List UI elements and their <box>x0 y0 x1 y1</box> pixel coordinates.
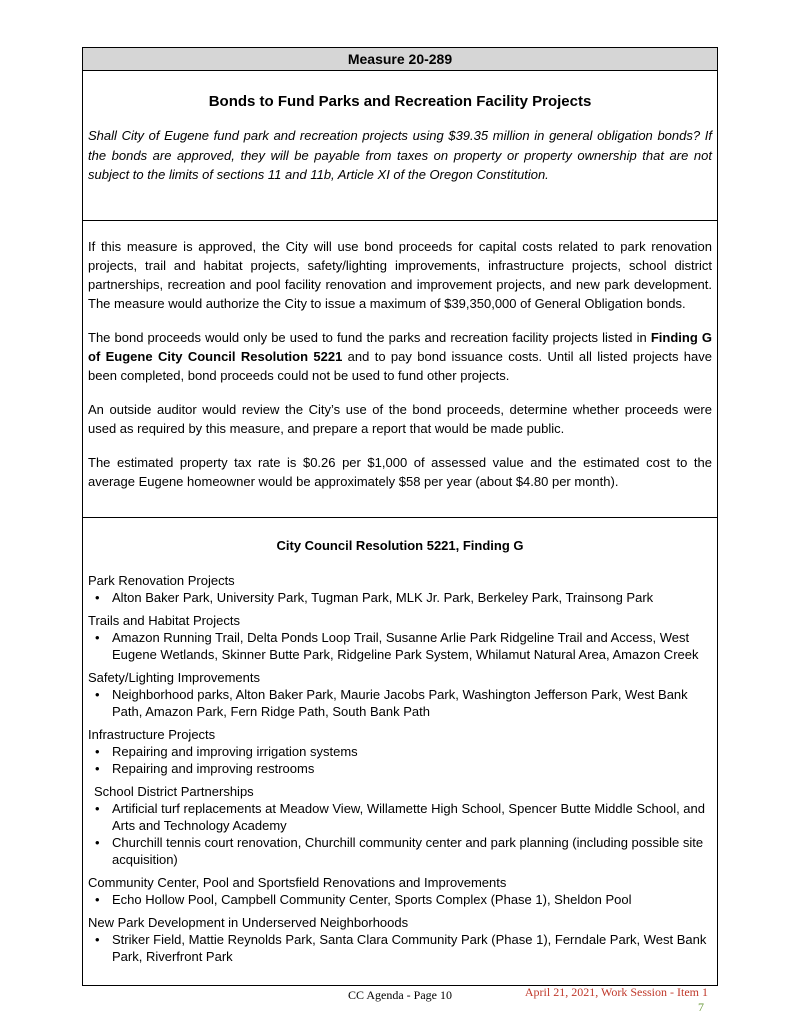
project-group <box>88 669 712 720</box>
project-list-item: • Churchill tennis court renovation, Churchill community center and park planning (including possible site acquisition) <box>88 834 712 868</box>
ballot-title: Bonds to Fund Parks and Recreation Facility Projects <box>208 93 592 110</box>
resolution-section <box>83 518 717 965</box>
project-list <box>88 686 712 720</box>
project-list-item: • Echo Hollow Pool, Campbell Community Center, Sports Complex (Phase 1), Sheldon Pool <box>88 891 712 908</box>
project-list <box>88 800 712 868</box>
project-group-title: Infrastructure Projects <box>88 727 216 742</box>
project-group <box>88 914 712 965</box>
measure-document <box>82 47 718 986</box>
project-list-item: • Amazon Running Trail, Delta Ponds Loop Trail, Susanne Arlie Park Ridgeline Trail and Access, West Eugene Wetlands, Skinner Butte Park, Ridgeline Park System, Whilamut Natural Area, Amazon Creek <box>88 629 712 663</box>
project-list-item: • Repairing and improving restrooms <box>88 760 712 777</box>
project-group <box>88 874 712 908</box>
project-list-item: • Neighborhood parks, Alton Baker Park, Maurie Jacobs Park, Washington Jefferson Park, West Bank Path, Amazon Park, Fern Ridge Path, South Bank Path <box>88 686 712 720</box>
project-group <box>88 572 712 606</box>
project-list-item: • Striker Field, Mattie Reynolds Park, Santa Clara Community Park (Phase 1), Ferndale Park, West Bank Park, Riverfront Park <box>88 931 712 965</box>
project-list-item: • Artificial turf replacements at Meadow View, Willamette High School, Spencer Butte Middle School, and Arts and Technology Academy <box>88 800 712 834</box>
resolution-reference: Finding G of Eugene City Council Resolution 5221 <box>88 330 712 364</box>
project-group <box>88 726 712 777</box>
session-stamp: April 21, 2021, Work Session - Item 1 <box>524 985 708 999</box>
project-group-title: School District Partnerships <box>94 784 254 799</box>
project-list <box>88 629 712 663</box>
ballot-question: Shall City of Eugene fund park and recreation projects using $39.35 million in general obligation bonds? If the bonds are approved, they will be payable from taxes on property or property ownership that are not subject to the limits of sections 11 and 11b, Article XI of the Oregon Constitution. <box>88 128 712 182</box>
explanatory-summary <box>83 221 717 518</box>
summary-paragraph-4: The estimated property tax rate is $0.26 per $1,000 of assessed value and the estimated cost to the average Eugene homeowner would be approximately $58 per year (about $4.80 per month). <box>88 455 712 489</box>
project-group-title: Safety/Lighting Improvements <box>88 670 260 685</box>
project-group-title: Park Renovation Projects <box>88 573 235 588</box>
project-group <box>88 612 712 663</box>
project-list <box>88 589 712 606</box>
resolution-title: City Council Resolution 5221, Finding G <box>276 538 524 553</box>
project-group-title: Community Center, Pool and Sportsfield Renovations and Improvements <box>88 875 507 890</box>
project-group-title: New Park Development in Underserved Neighborhoods <box>88 915 409 930</box>
project-group <box>88 783 712 868</box>
ballot-title-section <box>83 93 717 221</box>
summary-paragraph-3: An outside auditor would review the City’s use of the bond proceeds, determine whether proceeds were used as required by this measure, and prepare a report that would be made public. <box>88 402 712 436</box>
project-group-title: Trails and Habitat Projects <box>88 613 240 628</box>
summary-p2-text-a: The bond proceeds would only be used to fund the parks and recreation facility projects listed in <box>88 330 651 345</box>
page-footer: CC Agenda - Page 10 <box>348 988 452 1002</box>
project-list <box>88 891 712 908</box>
summary-paragraph-1: If this measure is approved, the City will use bond proceeds for capital costs related to park renovation projects, trail and habitat projects, safety/lighting improvements, infrastructure projects, school district partnerships, recreation and pool facility renovation and improvement projects, and new park development. The measure would authorize the City to issue a maximum of $39,350,000 of General Obligation bonds. <box>88 239 712 311</box>
project-list <box>88 743 712 777</box>
project-list-item: • Alton Baker Park, University Park, Tugman Park, MLK Jr. Park, Berkeley Park, Trainsong Park <box>88 589 712 606</box>
project-list <box>88 931 712 965</box>
measure-header: Measure 20-289 <box>83 48 717 71</box>
summary-paragraph-2 <box>88 328 712 385</box>
project-list-item: • Repairing and improving irrigation systems <box>88 743 712 760</box>
item-number: 7 <box>698 1000 704 1014</box>
summary-p2-text-b: and to pay bond issuance costs. Until all listed projects have been completed, bond proceeds could not be used to fund other projects. <box>88 349 712 383</box>
